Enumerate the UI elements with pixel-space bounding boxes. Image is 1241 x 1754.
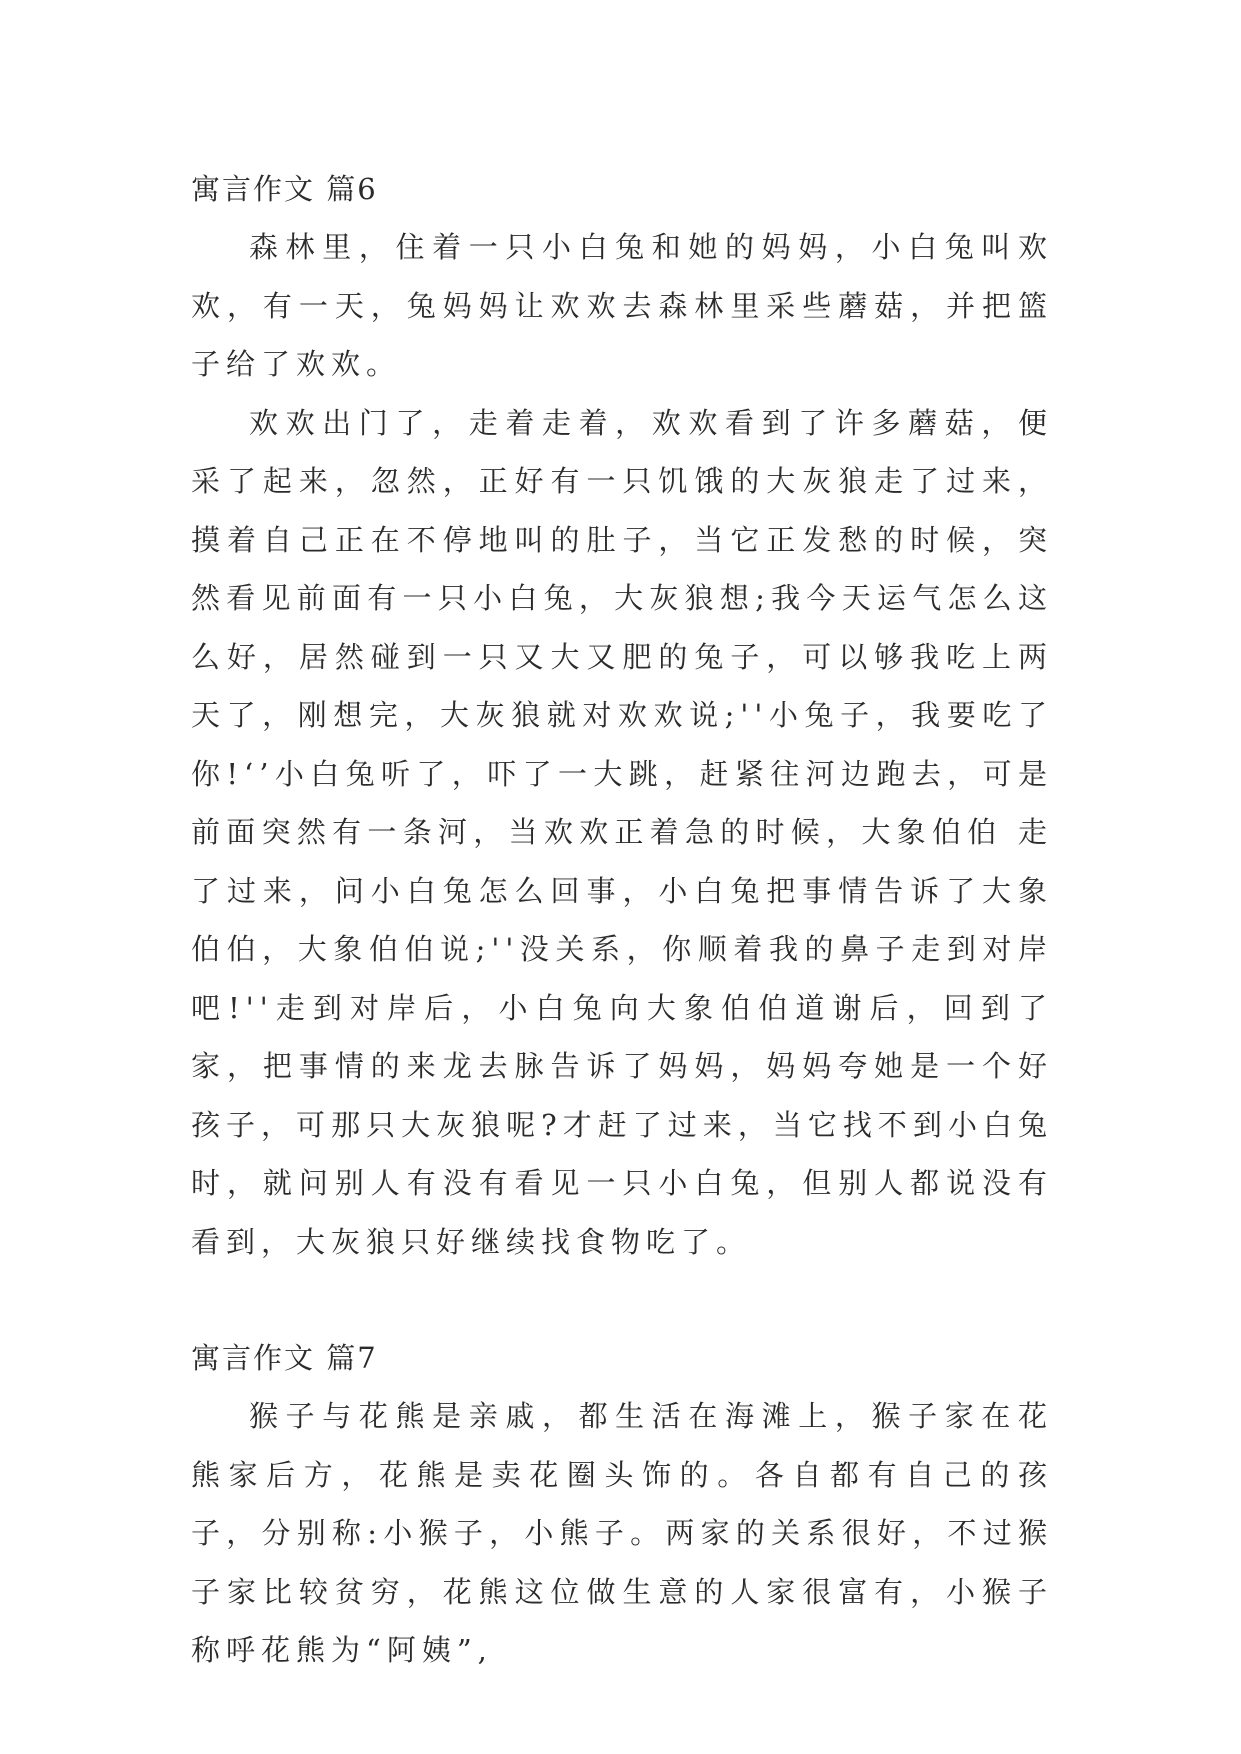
section-title: 寓言作文 篇7 — [191, 1341, 378, 1375]
section-title: 寓言作文 篇6 — [191, 172, 378, 206]
paragraph: 欢欢出门了，走着走着，欢欢看到了许多蘑菇，便采了起来，忽然，正好有一只饥饿的大灰狼走了过来，摸着自己正在不停地叫的肚子，当它正发愁的时候，突然看见前面有一只小白兔，大灰狼想;我今天运气怎么这么好，居然碰到一只又大又肥的兔子，可以够我吃上两天了，刚想完，大灰狼就对欢欢说;''小兔子，我要吃了你!‘’小白兔听了，吓了一大跳，赶紧往河边跑去，可是前面突然有一条河，当欢欢正着急的时候，大象伯伯 走了过来，问小白兔怎么回事，小白兔把事情告诉了大象伯伯，大象伯伯说;''没关系，你顺着我的鼻子走到对岸吧!''走到对岸后，小白兔向大象伯伯道谢后，回到了家，把事情的来龙去脉告诉了妈妈，妈妈夸她是一个好孩子，可那只大灰狼呢?才赶了过来，当它找不到小白兔时，就问别人有没有看见一只小白兔，但别人都说没有看到，大灰狼只好继续找食物吃了。 — [191, 405, 1053, 1259]
essay-section-6 — [191, 160, 1053, 1271]
paragraph: 森林里，住着一只小白兔和她的妈妈，小白兔叫欢欢，有一天，兔妈妈让欢欢去森林里采些蘑菇，并把篮子给了欢欢。 — [191, 230, 1053, 381]
document-content — [191, 160, 1053, 1680]
essay-section-7 — [191, 1329, 1053, 1680]
paragraph: 猴子与花熊是亲戚，都生活在海滩上，猴子家在花熊家后方，花熊是卖花圈头饰的。各自都有自己的孩子，分别称:小猴子，小熊子。两家的关系很好，不过猴子家比较贫穷，花熊这位做生意的人家很富有，小猴子称呼花熊为“阿姨”, — [191, 1399, 1053, 1667]
